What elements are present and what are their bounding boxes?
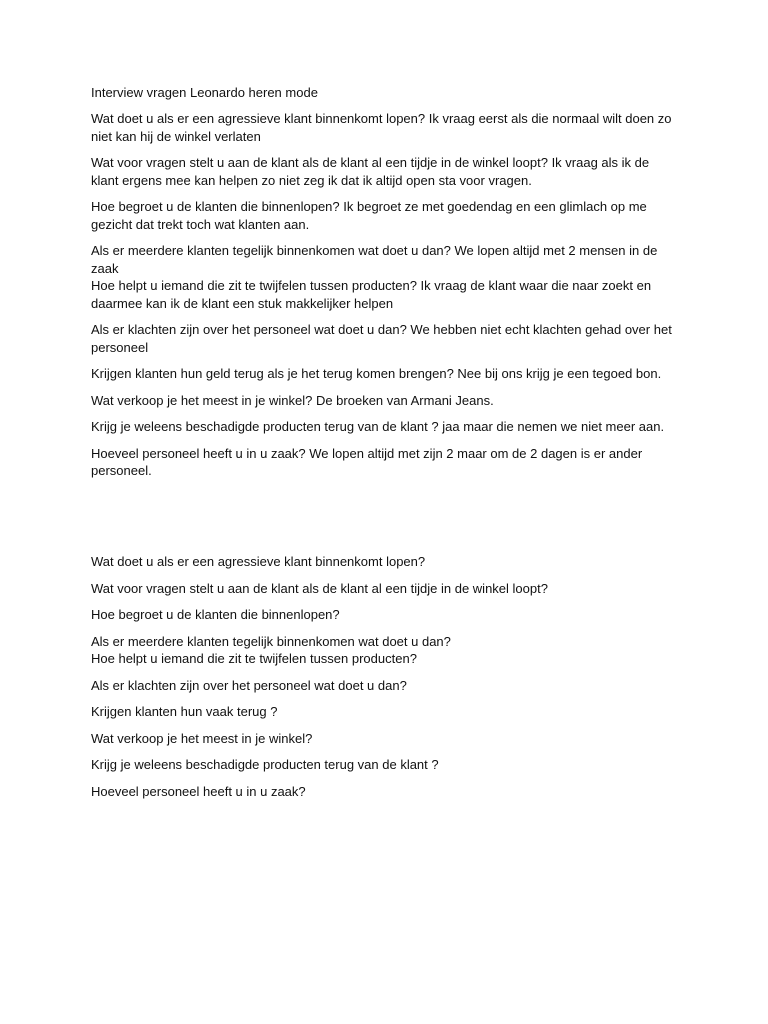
text-line: Wat voor vragen stelt u aan de klant als de klant al een tijdje in de winkel loopt? Ik vraag als ik de xyxy=(91,155,650,170)
question-5 xyxy=(91,677,691,695)
text-line: zaak xyxy=(91,260,119,276)
question-1 xyxy=(91,553,691,571)
text-line: Wat verkoop je het meest in je winkel? De broeken van Armani Jeans. xyxy=(91,392,494,408)
text-line: Als er klachten zijn over het personeel wat doet u dan? xyxy=(91,677,407,693)
text-line: gezicht dat trekt toch wat klanten aan. xyxy=(91,216,310,232)
question-7 xyxy=(91,730,691,748)
text-line: Hoeveel personeel heeft u in u zaak? We lopen altijd met zijn 2 maar om de 2 dagen is er ander xyxy=(91,445,643,461)
question-4 xyxy=(91,633,691,668)
question-8 xyxy=(91,756,691,774)
question-6 xyxy=(91,703,691,721)
text-line: Wat verkoop je het meest in je winkel? xyxy=(91,730,313,746)
qa-paragraph-5 xyxy=(91,321,691,356)
qa-paragraph-2 xyxy=(91,154,691,189)
text-line: klant ergens mee kan helpen zo niet zeg ik dat ik altijd open sta voor vragen. xyxy=(91,172,532,188)
text-line: Hoe begroet u de klanten die binnenlopen? Ik begroet ze met goedendag en een glimlach op me xyxy=(91,199,647,214)
text-line: Hoe begroet u de klanten die binnenlopen? xyxy=(91,607,340,622)
qa-paragraph-8 xyxy=(91,418,691,436)
text-line: niet kan hij de winkel verlaten xyxy=(91,128,261,144)
text-line: personeel xyxy=(91,339,149,355)
question-list xyxy=(91,553,691,809)
text-line: Wat doet u als er een agressieve klant binnenkomt lopen? xyxy=(91,554,426,569)
text-line: Hoe helpt u iemand die zit te twijfelen tussen producten? xyxy=(91,651,417,666)
question-2 xyxy=(91,580,691,598)
text-line: Krijgen klanten hun geld terug als je het terug komen brengen? Nee bij ons krijg je een tegoed bon. xyxy=(91,366,662,381)
text-line: Krijg je weleens beschadigde producten terug van de klant ? xyxy=(91,757,439,772)
text-line: Hoe helpt u iemand die zit te twijfelen tussen producten? Ik vraag de klant waar die naar zoekt en xyxy=(91,278,652,293)
qa-paragraph-6 xyxy=(91,365,691,383)
text-line: Hoeveel personeel heeft u in u zaak? xyxy=(91,783,306,799)
qa-paragraph-9 xyxy=(91,445,691,480)
qa-paragraph-1 xyxy=(91,110,691,145)
qa-paragraph-7 xyxy=(91,392,691,410)
text-line: Wat voor vragen stelt u aan de klant als de klant al een tijdje in de winkel loopt? xyxy=(91,580,548,596)
document-page xyxy=(91,84,691,489)
text-line: Wat doet u als er een agressieve klant binnenkomt lopen? Ik vraag eerst als die normaal wilt doen zo xyxy=(91,111,672,126)
text-line: personeel. xyxy=(91,463,152,478)
text-line: daarmee kan ik de klant een stuk makkelijker helpen xyxy=(91,295,394,311)
text-line: Als er meerdere klanten tegelijk binnenkomen wat doet u dan? We lopen altijd met 2 mensen in de xyxy=(91,243,658,258)
document-title: Interview vragen Leonardo heren mode xyxy=(91,85,318,100)
qa-paragraph-4 xyxy=(91,242,691,312)
question-9 xyxy=(91,783,691,801)
text-line: Krijg je weleens beschadigde producten terug van de klant ? jaa maar die nemen we niet meer aan. xyxy=(91,419,665,434)
qa-paragraph-3 xyxy=(91,198,691,233)
question-3 xyxy=(91,606,691,624)
text-line: Krijgen klanten hun vaak terug ? xyxy=(91,704,278,719)
text-line: Als er meerdere klanten tegelijk binnenkomen wat doet u dan? xyxy=(91,633,451,649)
text-line: Als er klachten zijn over het personeel wat doet u dan? We hebben niet echt klachten gehad over het xyxy=(91,322,672,337)
